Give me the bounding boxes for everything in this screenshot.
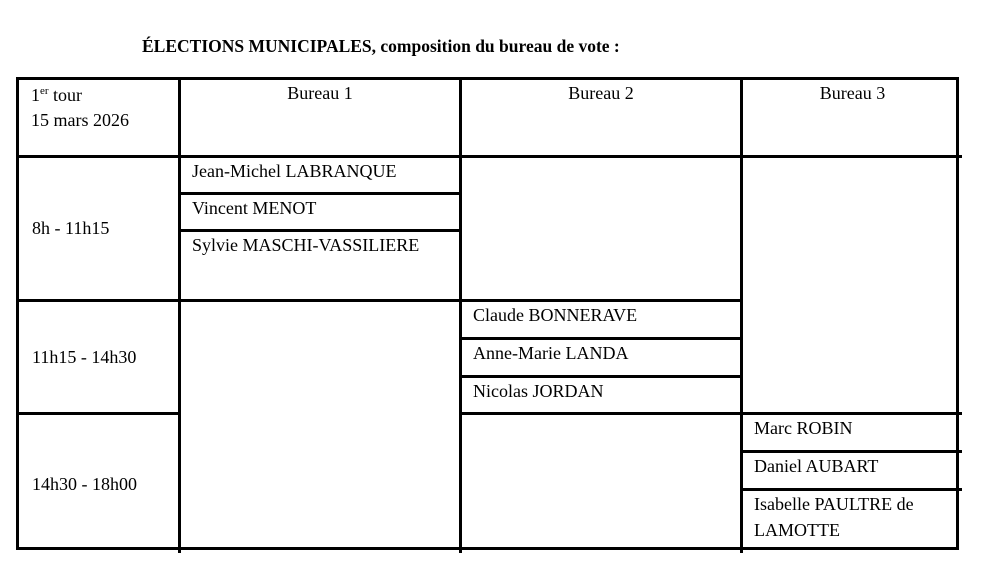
time-slot-3: 14h30 - 18h00 [19, 415, 181, 553]
assessor-name: Jean-Michel LABRANQUE [181, 158, 459, 195]
bureau-3-slot-3 [743, 415, 962, 553]
assessor-name: Claude BONNERAVE [462, 302, 740, 340]
bureau-2-header: Bureau 2 [462, 80, 743, 158]
voting-bureau-table [16, 77, 959, 550]
bureau-2-slot-3-empty [462, 415, 743, 553]
page-title: ÉLECTIONS MUNICIPALES, composition du bureau de vote : [142, 36, 620, 56]
assessor-name: Anne-Marie LANDA [462, 340, 740, 378]
assessor-name: Vincent MENOT [181, 195, 459, 232]
assessor-name: Nicolas JORDAN [473, 381, 604, 401]
round-date-header [19, 80, 181, 158]
assessor-name: Sylvie MASCHI-VASSILIERE [192, 235, 420, 255]
bureau-3-header: Bureau 3 [743, 80, 962, 158]
round-number: 1 [31, 85, 40, 105]
bureau-2-slot-1-empty [462, 158, 743, 302]
round-word: tour [53, 85, 83, 105]
round-suffix: er [40, 85, 49, 97]
assessor-name: Isabelle PAULTRE de LAMOTTE [754, 494, 914, 540]
bureau-1-empty [181, 302, 462, 553]
time-slot-2: 11h15 - 14h30 [19, 302, 181, 415]
bureau-2-slot-2 [462, 302, 743, 415]
time-slot-1: 8h - 11h15 [19, 158, 181, 302]
election-date: 15 mars 2026 [31, 110, 129, 130]
bureau-1-header: Bureau 1 [181, 80, 462, 158]
assessor-name: Daniel AUBART [743, 453, 962, 491]
bureau-1-slot-1 [181, 158, 462, 302]
bureau-3-empty [743, 158, 962, 415]
assessor-name: Marc ROBIN [743, 415, 962, 453]
